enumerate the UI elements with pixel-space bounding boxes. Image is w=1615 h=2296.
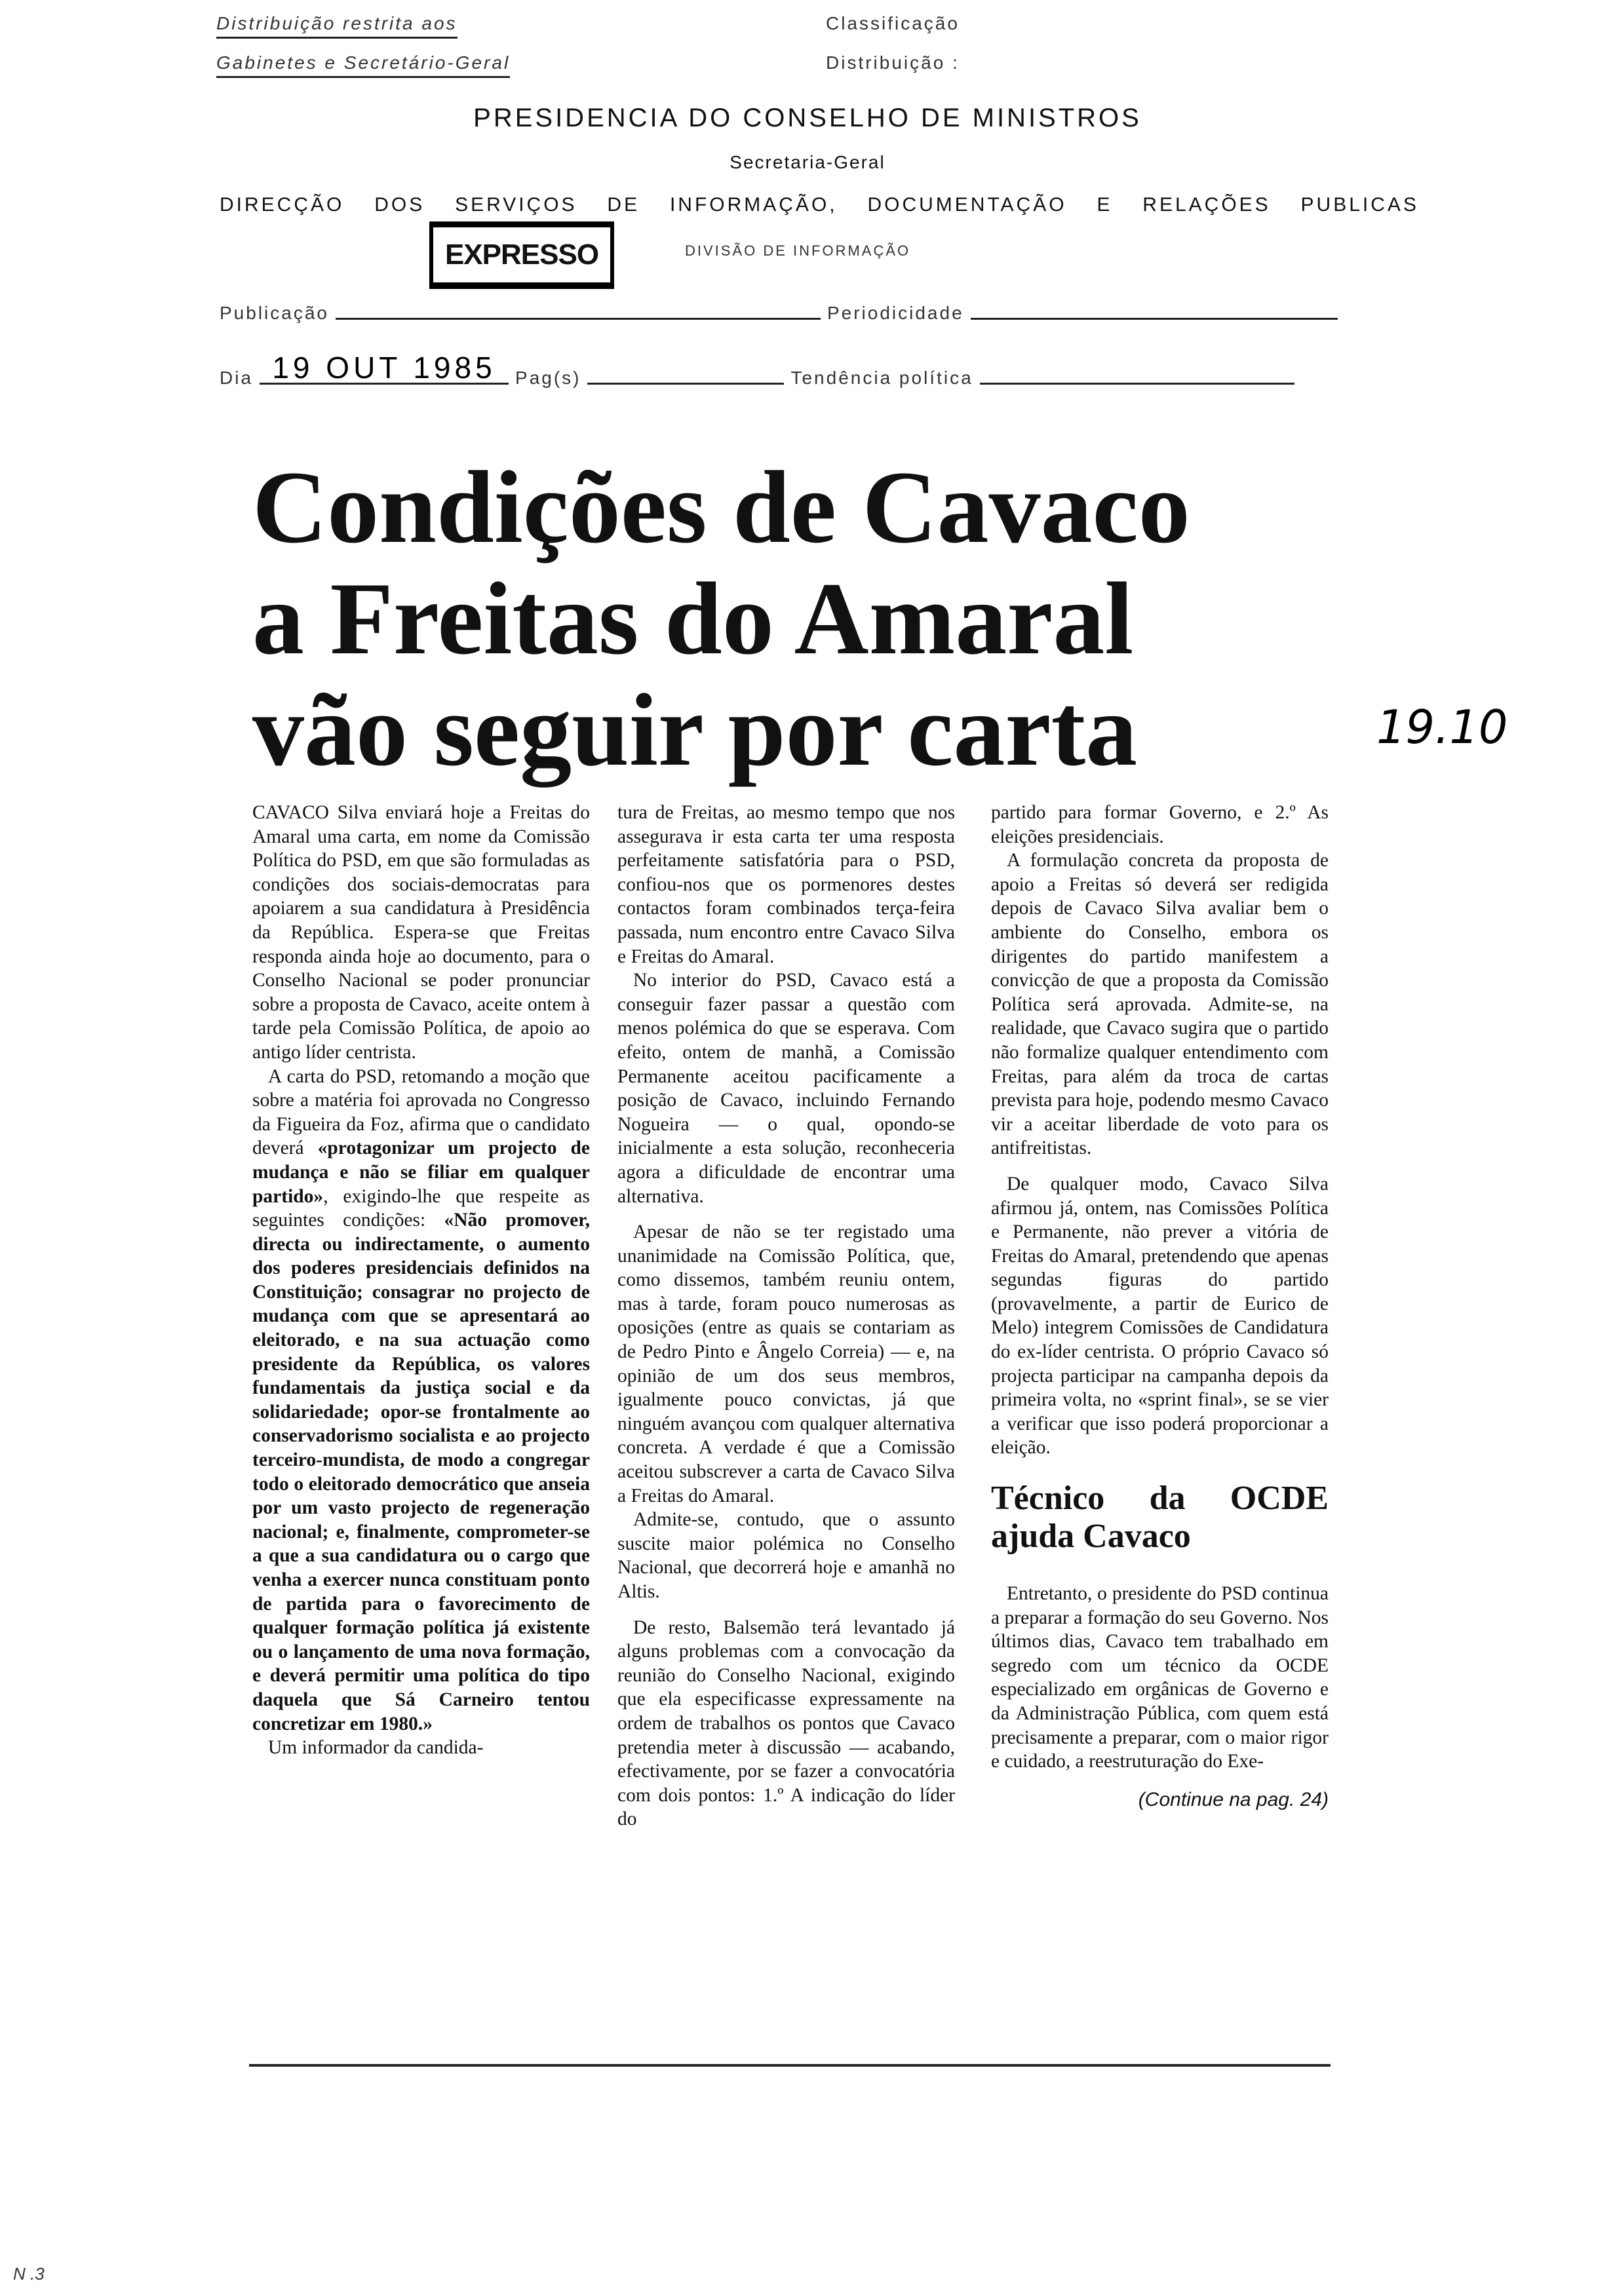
institution-title: PRESIDENCIA DO CONSELHO DE MINISTROS — [473, 104, 1142, 132]
paragraph: Um informador da candida- — [268, 1737, 484, 1759]
article-column-3 — [991, 801, 1329, 1812]
pages-field — [587, 383, 784, 385]
directorate-word: SERVIÇOS — [455, 194, 577, 216]
quote-bold: «Não promover, directa ou indirectamente, o aumento dos poderes presidenciais definidos na Constituição; consagrar no projecto de mudança com que se apresentará ao eleitorado, e na sua actuação como presidente da República, os valores fundamentais da justiça social e da solidariedade; opor-se frontalmente ao conservadorismo socialista e ao projecto terceiro-mundista, de modo a congregar todo o eleitorado democrático que anseia por um vasto projecto de regeneração nacional; e, finalmente, comprometer-se a que a sua candidatura ou o cargo que venha a exercer nunca constituam ponto de partida para o favorecimento de qualquer formação política já existente ou o lançamento de uma nova formação, e deverá permitir uma política do tipo daquela que Sá Carneiro tentou concretizar em 1980.» — [252, 1210, 590, 1734]
directorate — [220, 194, 1419, 216]
pages-label: Pag(s) — [515, 368, 581, 388]
headline-line-1: Condições de Cavaco — [252, 450, 1190, 565]
paragraph: A formulação concreta da proposta de apoio a Freitas só deverá ser redigida depois de Cavaco Silva avaliar bem o ambiente do Conselho, embora os dirigentes do partido manifestem a convicção de que a proposta da Comissão Política será aprovada. Admite-se, na realidade, que Cavaco sugira que o partido não formalize qualquer entendimento com Freitas, para além da troca de cartas prevista para hoje, podendo mesmo Cavaco vir a aceitar liberdade de voto para os antifreitistas. — [991, 850, 1329, 1159]
classification-label: Classificação — [826, 13, 960, 33]
handwritten-date-note: 19.10 — [1376, 700, 1508, 754]
paragraph: CAVACO Silva enviará hoje a Freitas do Amaral uma carta, em nome da Comissão Política do PSD, em que são formuladas as condições dos sociais-democratas para apoiarem a sua candidatura à Presidência da República. Espera-se que Freitas responda ainda hoje ao documento, para o Conselho Nacional se poder pronunciar sobre a proposta de Cavaco, aceite ontem à tarde pela Comissão Política, de apoio ao antigo líder centrista. — [252, 802, 590, 1063]
political-tendency-field — [980, 383, 1294, 385]
text: A carta do PSD, retomando a moção que sobre a matéria foi aprovada no Congresso da Figueira da Foz, afirma que o candidato deverá — [252, 1065, 590, 1159]
directorate-word: E — [1097, 194, 1113, 216]
quote-bold: «protagonizar um projecto de mudança e não se filiar em qualquer partido» — [252, 1138, 590, 1207]
text: , exigindo-lhe que respeite as seguintes condições: — [252, 1185, 590, 1231]
publication-field — [336, 318, 821, 320]
date-stamp: 19 OUT 1985 — [260, 353, 509, 385]
publication-row — [220, 303, 1419, 324]
political-tendency-label: Tendência política — [790, 368, 973, 388]
article-column-1 — [252, 801, 590, 1760]
directorate-word: DIRECÇÃO — [220, 194, 345, 216]
paragraph: partido para formar Governo, e 2.º As eleições presidenciais. — [991, 802, 1329, 847]
subheading: Técnico da OCDE ajuda Cavaco — [991, 1480, 1329, 1556]
headline-line-3: vão seguir por carta — [252, 673, 1138, 788]
directorate-word: DE — [607, 194, 640, 216]
date-row — [220, 353, 1419, 389]
headline-line-2: a Freitas do Amaral — [252, 562, 1134, 676]
paragraph — [252, 1065, 590, 1736]
directorate-word: INFORMAÇÃO, — [669, 194, 838, 216]
distribution-label: Distribuição : — [826, 52, 960, 73]
periodicity-field — [971, 318, 1338, 320]
division-label: DIVISÃO DE INFORMAÇÃO — [685, 242, 911, 259]
paragraph: Admite-se, contudo, que o assunto suscite maior polémica no Conselho Nacional, que decorrerá hoje e amanhã no Altis. — [617, 1509, 955, 1602]
paragraph: Entretanto, o presidente do PSD continua a preparar a formação do seu Governo. Nos últimos dias, Cavaco tem trabalhado em segredo com um técnico da OCDE especializado em orgânicas de Governo e da Administração Pública, com quem está precisamente a preparar, com o maior rigor e cuidado, a reestruturação do Exe- — [991, 1583, 1329, 1772]
directorate-word: RELAÇÕES — [1142, 194, 1271, 216]
secretariat: Secretaria-Geral — [730, 152, 885, 172]
article-column-2 — [617, 801, 955, 1831]
directorate-word: PUBLICAS — [1300, 194, 1419, 216]
continued-note: (Continue na pag. 24) — [1138, 1788, 1329, 1810]
paragraph: De qualquer modo, Cavaco Silva afirmou já, ontem, nas Comissões Política e Permanente, não prever a vitória de Freitas do Amaral, pretendendo que apenas segundas figuras do partido (provavelmente, a partir de Eurico de Melo) integrem Comissões de Candidatura do ex-líder centrista. O próprio Cavaco só projecta participar na campanha depois da primeira volta, no «sprint final», se se vier a verificar que isso poderá proporcionar a eleição. — [991, 1173, 1329, 1459]
bottom-rule — [249, 2064, 1331, 2067]
directorate-word: DOCUMENTAÇÃO — [867, 194, 1067, 216]
paragraph: De resto, Balsemão terá levantado já alguns problemas com a convocação da reunião do Conselho Nacional, exigindo que ela especificasse expressamente na ordem de trabalhos os pontos que Cavaco pretendia meter à discussão — acabando, efectivamente, por se fazer a convocatória com dois pontos: 1.º A indicação do líder do — [617, 1617, 955, 1830]
directorate-word: DOS — [374, 194, 425, 216]
page-mark: N .3 — [13, 2264, 45, 2284]
paragraph: tura de Freitas, ao mesmo tempo que nos assegurava ir esta carta ter uma resposta perfeitamente satisfatória para o PSD, confiou-nos que os pormenores destes contactos foram combinados terça-feira passada, num encontro entre Cavaco Silva e Freitas do Amaral. — [617, 802, 955, 967]
publication-label: Publicação — [220, 303, 329, 323]
paragraph: Apesar de não se ter registado uma unanimidade na Comissão Política, que, como dissemos, também reuniu ontem, mas à tarde, foram pouco numerosas as oposições (entre as quais se contariam as de Pedro Pinto e Ângelo Correia) — e, na opinião de um dos seus membros, igualmente pouco convictas, já que ninguém avançou com qualquer alternativa concreta. A verdade é que a Comissão aceitou subscrever a carta de Cavaco Silva a Freitas do Amaral. — [617, 1221, 955, 1506]
paragraph: No interior do PSD, Cavaco está a conseguir fazer passar a questão com menos polémica do que se esperava. Com efeito, ontem de manhã, a Comissão Permanente aceitou pacificamente a posição de Cavaco, incluindo Fernando Nogueira — o qual, opondo-se inicialmente a esta solução, reconheceria agora a dificuldade de encontrar uma alternativa. — [617, 970, 955, 1207]
periodicity-label: Periodicidade — [827, 303, 964, 323]
day-label: Dia — [220, 368, 254, 388]
cabinets-label: Gabinetes e Secretário-Geral — [216, 52, 510, 78]
publication-stamp: EXPRESSO — [429, 221, 614, 289]
distribution-restricted: Distribuição restrita aos — [216, 13, 457, 39]
